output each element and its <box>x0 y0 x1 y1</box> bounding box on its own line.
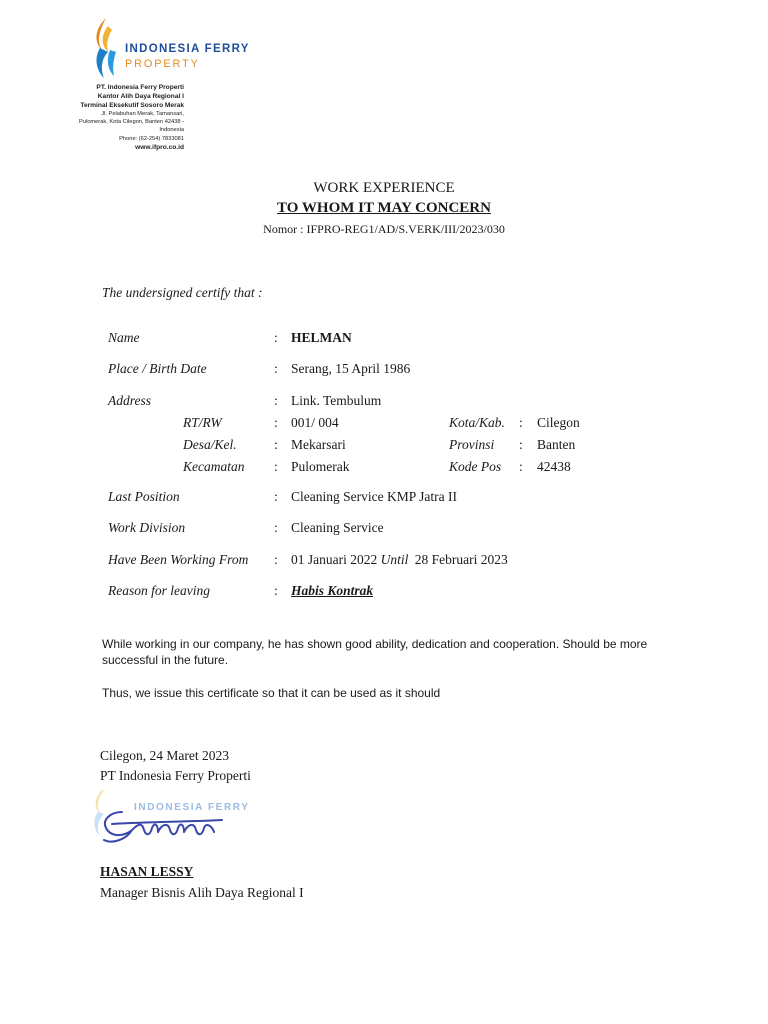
position-label: Last Position <box>108 489 180 504</box>
document-subtitle <box>0 200 768 217</box>
desa-label: Desa/Kel. <box>183 437 237 452</box>
body-paragraph-2: Thus, we issue this certificate so that it can be used as it should <box>102 686 441 700</box>
desa-value: Mekarsari <box>291 437 346 452</box>
stamp-text: INDONESIA FERRY <box>134 802 250 813</box>
brand-name-line2: PROPERTY <box>125 58 200 70</box>
brand-name-line1: INDONESIA FERRY <box>125 43 250 55</box>
birth-colon: : <box>274 361 278 376</box>
address-label: Address <box>108 393 151 408</box>
birth-label: Place / Birth Date <box>108 361 207 376</box>
kodepos-colon: : <box>519 459 523 474</box>
division-value: Cleaning Service <box>291 520 384 535</box>
kota-label: Kota/Kab. <box>449 415 505 430</box>
working-colon: : <box>274 552 278 567</box>
kecamatan-label: Kecamatan <box>183 459 245 474</box>
closing-company: PT Indonesia Ferry Properti <box>100 768 251 783</box>
kecamatan-value: Pulomerak <box>291 459 350 474</box>
company-name: PT. Indonesia Ferry Properti <box>96 84 184 91</box>
until-label: Until <box>380 552 409 567</box>
kecamatan-colon: : <box>274 459 278 474</box>
signer-name: HASAN LESSY <box>100 864 194 879</box>
terminal-name: Terminal Eksekutif Sosoro Merak <box>80 102 184 109</box>
provinsi-value: Banten <box>537 437 576 452</box>
reason-value: Habis Kontrak <box>291 583 374 598</box>
working-to-value: 28 Februari 2023 <box>414 552 508 567</box>
kodepos-label: Kode Pos <box>449 459 502 474</box>
address-line-1: Jl. Pelabuhan Merak, Tamansari, <box>101 111 184 117</box>
provinsi-colon: : <box>519 437 523 452</box>
working-period <box>291 552 508 568</box>
reason-colon: : <box>274 583 278 598</box>
signer-title: Manager Bisnis Alih Daya Regional I <box>100 885 304 900</box>
company-stamp <box>88 786 288 856</box>
working-from-value: 01 Januari 2022 <box>291 552 378 567</box>
kota-value: Cilegon <box>537 415 580 430</box>
name-value: HELMAN <box>291 330 352 345</box>
document-subtitle-text: TO WHOM IT MAY CONCERN <box>277 200 491 216</box>
address-colon: : <box>274 393 278 408</box>
signature-icon <box>92 800 262 848</box>
rtrw-label: RT/RW <box>183 415 222 430</box>
name-label: Name <box>108 330 140 345</box>
kota-colon: : <box>519 415 523 430</box>
rtrw-value: 001/ 004 <box>291 415 339 430</box>
position-colon: : <box>274 489 278 504</box>
division-colon: : <box>274 520 278 535</box>
desa-colon: : <box>274 437 278 452</box>
intro-text: The undersigned certify that : <box>102 285 263 300</box>
office-name: Kantor Alih Daya Regional I <box>97 93 184 100</box>
company-logo-icon <box>90 16 120 80</box>
working-label: Have Been Working From <box>108 552 249 567</box>
rtrw-colon: : <box>274 415 278 430</box>
phone-number: Phone: (62-254) 7833081 <box>119 135 184 142</box>
document-number: Nomor : IFPRO-REG1/AD/S.VERK/III/2023/030 <box>263 222 505 236</box>
address-line-3: Indonesia <box>159 127 184 134</box>
reason-label: Reason for leaving <box>108 583 210 598</box>
body-paragraph-1: While working in our company, he has shown good ability, dedication and cooperation. Should be more successful in the future. <box>102 637 648 667</box>
place-date: Cilegon, 24 Maret 2023 <box>100 748 229 763</box>
name-colon: : <box>274 330 278 345</box>
birth-value: Serang, 15 April 1986 <box>291 361 411 376</box>
company-address-block <box>40 83 184 152</box>
division-label: Work Division <box>108 520 186 535</box>
address-value: Link. Tembulum <box>291 393 382 408</box>
document-title: WORK EXPERIENCE <box>313 180 455 196</box>
provinsi-label: Provinsi <box>449 437 495 452</box>
website-link[interactable]: www.ifpro.co.id <box>135 143 184 151</box>
address-line-2: Pulomerak, Kota Cilegon, Banten 42438 - <box>79 119 184 126</box>
kodepos-value: 42438 <box>537 459 571 474</box>
position-value: Cleaning Service KMP Jatra II <box>291 489 457 504</box>
